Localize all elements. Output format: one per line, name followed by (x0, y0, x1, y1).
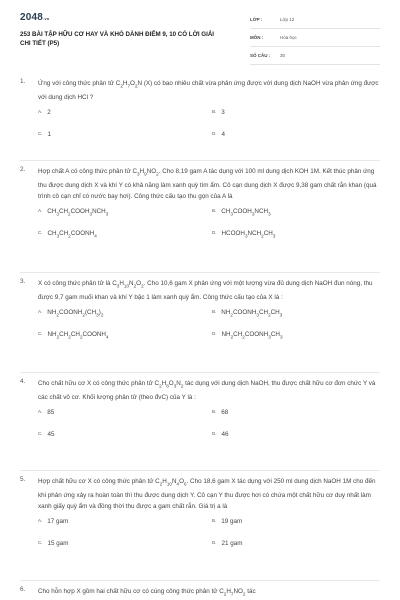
option-b[interactable]: B. 68 (212, 409, 229, 417)
option-c[interactable]: C. 1 (38, 131, 52, 139)
question-options (38, 208, 382, 246)
option-a[interactable]: A. $CH_3CH_2COOH_3NCH_3$ (38, 208, 109, 217)
option-c[interactable]: C. $CH_3CH_2COONH_4$ (38, 230, 97, 239)
option-b[interactable]: B. $CH_3COOH_3NCH_3$ (212, 208, 271, 217)
option-b[interactable]: B. 19 gam (212, 518, 243, 526)
meta-class-label: LỚP : (250, 17, 263, 22)
meta-class (250, 14, 380, 29)
question-1 (20, 78, 382, 147)
divider (20, 470, 380, 471)
option-c[interactable]: C. $NH_2CH_2CH_2COONH_4$ (38, 331, 109, 340)
question-options (38, 109, 382, 147)
meta-subject (250, 32, 380, 47)
option-c[interactable]: C. 15 gam (38, 540, 69, 548)
question-4 (20, 378, 382, 447)
option-a[interactable]: A. $NH_2COONH_2(CH_3)_2$ (38, 309, 104, 318)
option-c[interactable]: C. 45 (38, 431, 55, 439)
question-6 (20, 586, 382, 600)
question-text: Ứng với công thức phân tử $C_2H_7O_2N$ (X) có bao nhiêu chất vừa phản ứng được với dung dịch NaOH vừa phản ứng được với dung dịch HCl ? (38, 80, 379, 101)
option-a[interactable]: A. 2 (38, 109, 51, 117)
question-options (38, 518, 382, 556)
question-3 (20, 278, 382, 347)
option-d[interactable]: D. 21 gam (212, 540, 243, 548)
question-number: 1. (20, 78, 26, 85)
question-text: Cho chất hữu cơ X có công thức phân tử $C_2H_8O_3N_2$ tác dụng với dung dịch NaOH, thu được chất hữu cơ đơn chức Y và các chất vô cơ. Khối lượng phân tử (theo đvC) của Y là : (38, 380, 376, 401)
divider (20, 160, 380, 161)
meta-subject-value: Hóa học (280, 35, 297, 40)
question-text: Cho hỗn hợp X gồm hai chất hữu cơ có cùng công thức phân tử $C_2H_7NO_2$ tác (38, 588, 256, 597)
question-text: Hợp chất hữu cơ X có công thức phân tử $C_2H_{10}N_4O_6$. Cho 18,6 gam X tác dụng với 250 ml dung dịch NaOH 1M cho đến khi phản ứng xảy ra hoàn toàn thì thu được dung dịch Y. Cô cạn Y thu được hơi có chứa một chất hữu cơ duy nhất làm xanh giấy quỳ ẩm và đồng thời thu được a gam chất rắn. Giá trị a là (38, 478, 376, 511)
option-a[interactable]: A. 85 (38, 409, 55, 417)
meta-count-label: SỐ CÂU : (250, 53, 271, 58)
document-title: 253 BÀI TẬP HỮU CƠ HAY VÀ KHÓ DÀNH ĐIỂM 9, 10 CÓ LỜI GIẢI CHI TIẾT (P5) (20, 31, 215, 47)
question-text: Hợp chất A có công thức phân tử $C_3H_9NO_2$. Cho 8,19 gam A tác dụng với 100 ml dung dịch KOH 1M. Kết thúc phản ứng thu được dung dịch X và khí Y có khả năng làm xanh quỳ tím ẩm. Cô cạn dung dịch X được 9,38 gam chất rắn khan (quá trình cô cạn chỉ có nước bay hơi). Công thức cấu tạo thu gọn của A là (38, 168, 377, 201)
divider (20, 272, 380, 273)
divider (20, 580, 380, 581)
option-d[interactable]: D. 46 (212, 431, 229, 439)
option-b[interactable]: B. $NH_2COONH_3CH_2CH_3$ (212, 309, 283, 318)
site-logo[interactable]: 2048.vn (20, 12, 50, 23)
question-number: 2. (20, 166, 26, 173)
option-d[interactable]: D. $HCOOH_3NCH_2CH_3$ (212, 230, 276, 239)
question-5 (20, 476, 382, 556)
option-a[interactable]: A. 17 gam (38, 518, 69, 526)
meta-count-value: 30 (280, 53, 286, 58)
question-number: 3. (20, 278, 26, 285)
question-2 (20, 166, 382, 246)
question-number: 4. (20, 378, 26, 385)
question-options (38, 409, 382, 447)
question-number: 6. (20, 586, 26, 593)
question-text: X có công thức phân tử là $C_3H_{10}N_2O_2$. Cho 10,6 gam X phản ứng với một lượng vừa đủ dung dịch NaOH đun nóng, thu được 9,7 gam muối khan và khí Y bậc 1 làm xanh quỳ ẩm. Công thức cấu tạo của X là : (38, 280, 373, 301)
meta-count (250, 50, 380, 65)
meta-subject-label: MÔN : (250, 35, 264, 40)
option-d[interactable]: D. 4 (212, 131, 226, 139)
option-b[interactable]: B. 3 (212, 109, 225, 117)
meta-class-value: Lớp 12 (280, 17, 295, 22)
document-header (20, 12, 380, 60)
document-meta (250, 14, 380, 68)
divider (20, 372, 380, 373)
question-options (38, 309, 382, 347)
question-number: 5. (20, 476, 26, 483)
option-d[interactable]: D. $NH_2CH_2COONH_3CH_3$ (212, 331, 283, 340)
